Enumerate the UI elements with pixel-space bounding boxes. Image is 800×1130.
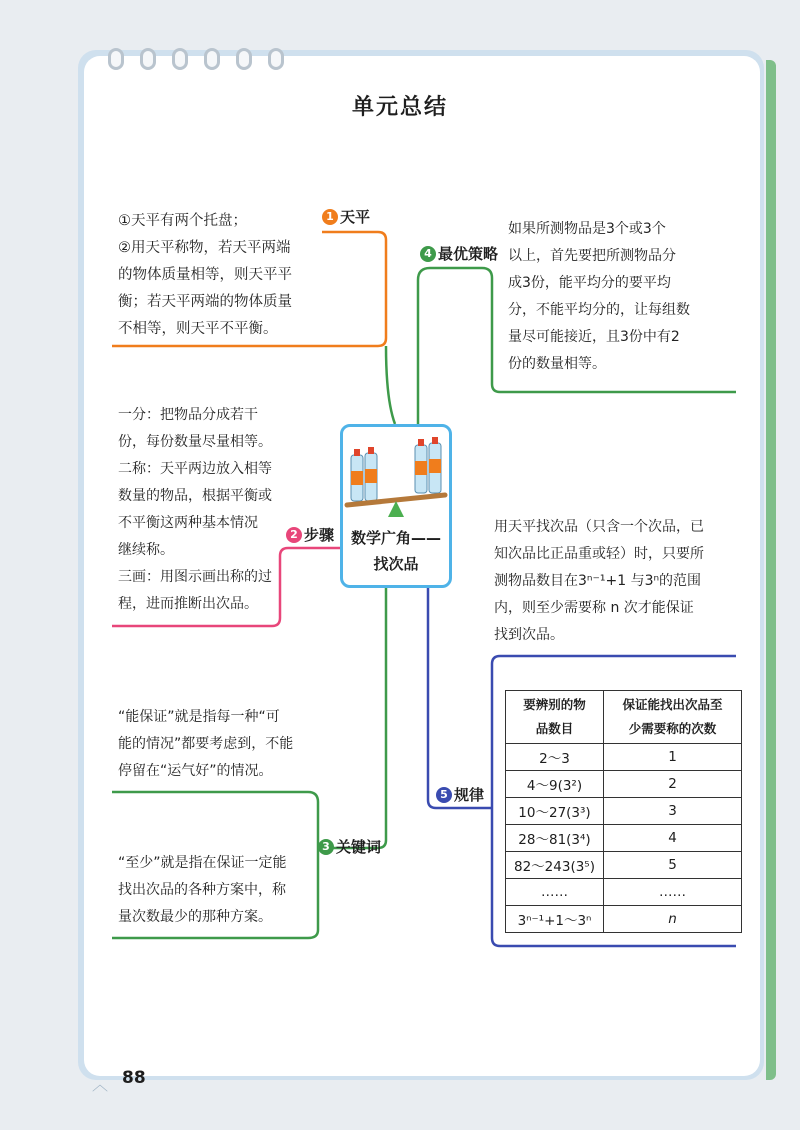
table-row — [506, 825, 742, 852]
text-line: 量次数最少的那种方案。 — [118, 909, 272, 925]
text-line: 一分：把物品分成若干 — [118, 407, 258, 423]
text-line: 以上，首先要把所测物品分 — [508, 248, 676, 264]
text-line: 停留在“运气好”的情况。 — [118, 763, 273, 779]
table-cell: 5 — [604, 852, 742, 879]
text-line: 二称：天平两边放入相等 — [118, 461, 272, 477]
balance-stem-line — [386, 346, 395, 424]
table-header-row — [506, 691, 742, 744]
keywords-text-b — [118, 850, 318, 931]
text-line: 如果所测物品是3个或3个 — [508, 221, 666, 237]
rule-text — [494, 514, 740, 649]
page-curl-icon: ︿ — [92, 1075, 109, 1094]
text-line: 份，每份数量尽量相等。 — [118, 434, 272, 450]
text-line: 找到次品。 — [494, 627, 564, 643]
text-line: 量尽可能接近，且3份中有2 — [508, 329, 680, 345]
table-cell: 4 — [604, 825, 742, 852]
center-title-line: 找次品 — [373, 555, 419, 573]
scale-fulcrum — [388, 501, 404, 517]
table-cell: 10～27(3³) — [506, 798, 604, 825]
balance-label-text: 天平 — [340, 208, 371, 226]
rule-table — [505, 690, 742, 933]
table-row — [506, 798, 742, 825]
text-line: 用天平找次品（只含一个次品，已 — [494, 519, 704, 535]
table-cell: 3 — [604, 798, 742, 825]
table-row — [506, 852, 742, 879]
text-line: 三画：用图示画出称的过 — [118, 569, 272, 585]
table-row — [506, 744, 742, 771]
table-cell: 28～81(3⁴) — [506, 825, 604, 852]
text-line: 继续称。 — [118, 542, 174, 558]
keywords-number: 3 — [318, 839, 334, 855]
text-line: “至少”就是指在保证一定能 — [118, 855, 287, 871]
table-cell: 1 — [604, 744, 742, 771]
balance-number: 1 — [322, 209, 338, 225]
center-topic-card — [340, 424, 452, 588]
text-line: 成3份，能平均分的要平均 — [508, 275, 671, 291]
bottle-icon — [365, 447, 377, 501]
table-row — [506, 906, 742, 933]
rule-label-text: 规律 — [454, 786, 485, 804]
strategy-label — [420, 243, 498, 264]
steps-number: 2 — [286, 527, 302, 543]
text-line: 分，不能平均分的，让每组数 — [508, 302, 690, 318]
text-line: 能的情况”都要考虑到，不能 — [118, 736, 294, 752]
table-row — [506, 771, 742, 798]
center-title-line: 数学广角—— — [350, 529, 441, 547]
table-row — [506, 879, 742, 906]
center-topic-title — [343, 525, 449, 577]
steps-label — [286, 524, 334, 545]
keywords-branch-line — [322, 588, 386, 848]
keywords-text-a — [118, 704, 318, 785]
page-title: 单元总结 — [351, 95, 448, 120]
table-cell: …… — [506, 879, 604, 906]
bottle-icon — [415, 439, 427, 493]
table-header-cell: 要辨别的物 品数目 — [506, 691, 604, 744]
text-line: 不相等，则天平不平衡。 — [118, 321, 278, 337]
table-cell: 3ⁿ⁻¹+1～3ⁿ — [506, 906, 604, 933]
text-line: “能保证”就是指每一种“可 — [118, 709, 280, 725]
balance-scale-illustration — [343, 429, 449, 521]
text-line: 衡；若天平两端的物体质量 — [118, 294, 292, 310]
text-line: 测物品数目在3ⁿ⁻¹+1 与3ⁿ的范围 — [494, 573, 702, 589]
text-line: 程，进而推断出次品。 — [118, 596, 258, 612]
strategy-number: 4 — [420, 246, 436, 262]
rule-number: 5 — [436, 787, 452, 803]
table-cell: n — [604, 906, 742, 933]
text-line: 数量的物品，根据平衡或 — [118, 488, 272, 504]
text-line: 份的数量相等。 — [508, 356, 606, 372]
rule-label — [436, 784, 484, 805]
table-cell: 4～9(3²) — [506, 771, 604, 798]
text-line: 内，则至少需要称 n 次才能保证 — [494, 600, 694, 616]
balance-text — [118, 208, 382, 343]
keywords-label-text: 关键词 — [336, 838, 382, 856]
bottle-icon — [351, 449, 363, 501]
text-line: 知次品比正品重或轻）时，只要所 — [494, 546, 704, 562]
strategy-text — [508, 216, 736, 378]
text-line: ①天平有两个托盘； — [118, 213, 247, 229]
table-header-cell: 保证能找出次品至 少需要称的次数 — [604, 691, 742, 744]
keywords-label — [318, 836, 381, 857]
steps-label-text: 步骤 — [304, 526, 335, 544]
text-line: ②用天平称物，若天平两端 — [118, 240, 291, 256]
text-line: 找出次品的各种方案中，称 — [118, 882, 286, 898]
strategy-label-text: 最优策略 — [438, 245, 499, 263]
table-cell: 82～243(3⁵) — [506, 852, 604, 879]
table-cell: 2 — [604, 771, 742, 798]
rule-branch-line — [428, 588, 492, 808]
text-line: 的物体质量相等，则天平平 — [118, 267, 292, 283]
table-cell: 2～3 — [506, 744, 604, 771]
table-cell: …… — [604, 879, 742, 906]
text-line: 不平衡这两种基本情况 — [118, 515, 258, 531]
steps-text — [118, 402, 288, 618]
bottle-icon — [429, 437, 441, 493]
page-number: 88 — [122, 1068, 146, 1088]
